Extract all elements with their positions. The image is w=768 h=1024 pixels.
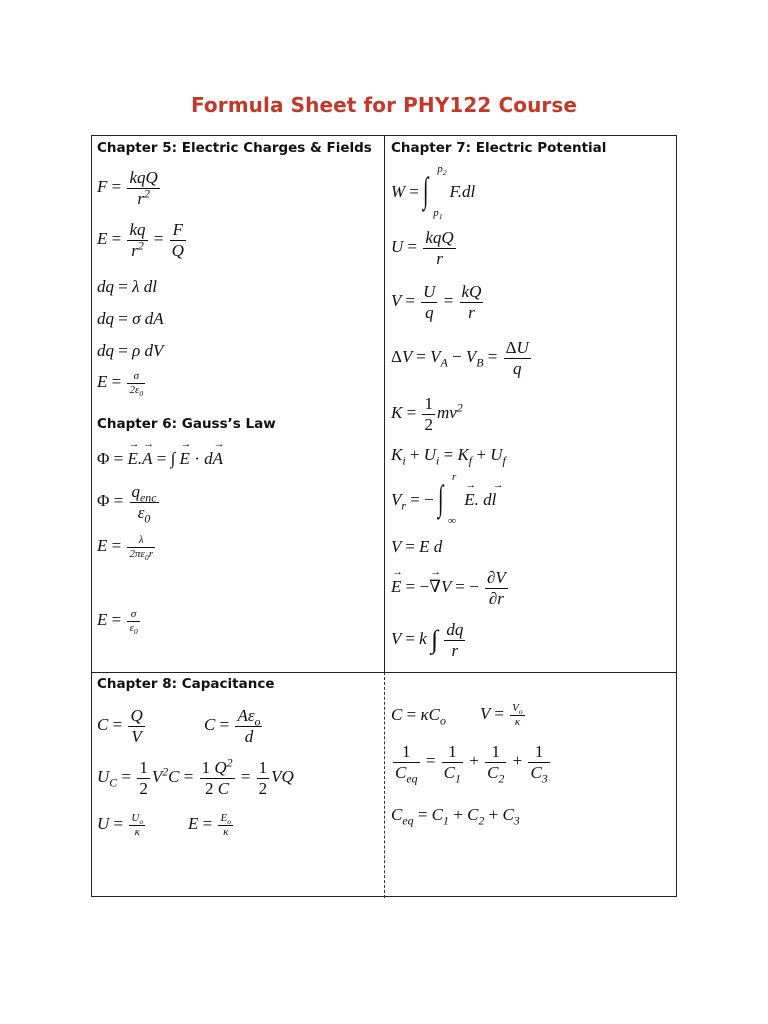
section-heading-ch6: Chapter 6: Gauss’s Law: [97, 416, 276, 432]
formula-table: [91, 135, 677, 897]
equation-dielectric-energy: U = $\frac{U_o}{\kappa}$: [97, 812, 144, 838]
equation-energy-conservation: $K_i + U_i = K_f + U_f$: [391, 445, 506, 468]
equation-dielectric-field: E = $\frac{E_o}{\kappa}$: [188, 812, 232, 838]
column-divider: [384, 136, 385, 672]
equation-kinetic-energy: K = $\frac{1}{2}$ $mv^2$: [391, 394, 463, 434]
equation-parallel-plate: C = $\frac{A\varepsilon_o}{d}$: [204, 706, 261, 746]
row-divider: [92, 672, 676, 673]
section-heading-ch7: Chapter 7: Electric Potential: [391, 140, 607, 156]
section-heading-ch5: Chapter 5: Electric Charges & Fields: [97, 140, 372, 156]
equation-potential-integral: V = k ∫ $\frac{dq}{r}$: [391, 620, 464, 660]
equation-parallel-capacitors: $C_{eq} = C_1 + C_2 + C_3$: [391, 805, 520, 828]
equation-series-capacitors: $\frac{1}{C_{eq}}$ = $\frac{1}{C_1}$ + $\frac{1}{C_2}$ + $\frac{1}{C_3}$: [395, 742, 548, 785]
section-heading-ch8: Chapter 8: Capacitance: [97, 676, 275, 692]
equation-plane-field: E = $\frac{\sigma}{\varepsilon_0}$: [97, 608, 138, 636]
equation-sheet-field: E = $\frac{\sigma}{2\varepsilon_0}$: [97, 370, 144, 398]
equation-flux-definition: Φ = → E.→ A = ∫ → E · d→ A: [97, 450, 223, 467]
equation-capacitance-definition: C = $\frac{Q}{V}$: [97, 706, 143, 746]
equation-potential-energy: U = $\frac{\text{kqQ}}{r}$: [391, 228, 454, 268]
equation-dielectric-capacitance: $C = \kappa C_o$: [391, 705, 446, 728]
equation-uniform-field-potential: V = E d: [391, 537, 443, 556]
equation-potential-difference: $\Delta V = V_A - V_B$ = $\frac{\Delta U}{q}$: [391, 338, 529, 378]
equation-potential-from-field: $V_r$ = − ∫ r ∞ → E. d→ l: [391, 476, 496, 526]
equation-work-integral: W = ∫ $p_2$ $p_1$ F.dl: [391, 163, 476, 222]
equation-field-gradient: → E = −→ ∇V = − $\frac{\partial V}{\partial r}$: [391, 568, 510, 608]
equation-gauss-law: Φ = $\frac{q_{enc}}{\varepsilon_0}$: [97, 482, 157, 525]
equation-line-charge: dq = λ dl: [97, 277, 157, 296]
equation-surface-charge: dq = σ dA: [97, 309, 164, 328]
equation-electric-field: E = $\frac{kq}{r^2}$ = $\frac{F}{Q}$: [97, 220, 184, 260]
equation-potential: V = $\frac{U}{q}$ = $\frac{kQ}{r}$: [391, 282, 482, 322]
equation-coulomb-force: F = $\frac{\text{kqQ}}{r^2}$: [97, 168, 158, 208]
column-divider-dashed: [384, 672, 385, 898]
equation-line-charge-field: E = $\frac{\lambda}{2\pi\varepsilon_0r}$: [97, 534, 153, 562]
equation-volume-charge: dq = ρ dV: [97, 341, 164, 360]
page-title: Formula Sheet for PHY122 Course: [190, 93, 578, 117]
equation-stored-energy: $U_C$ = $\frac{1}{2}$ $V^2C$ = $\frac{1 Q^2}{2 C}$ = $\frac{1}{2}$ VQ: [97, 755, 294, 798]
equation-dielectric-voltage: V = $\frac{V_o}{\kappa}$: [480, 702, 523, 728]
